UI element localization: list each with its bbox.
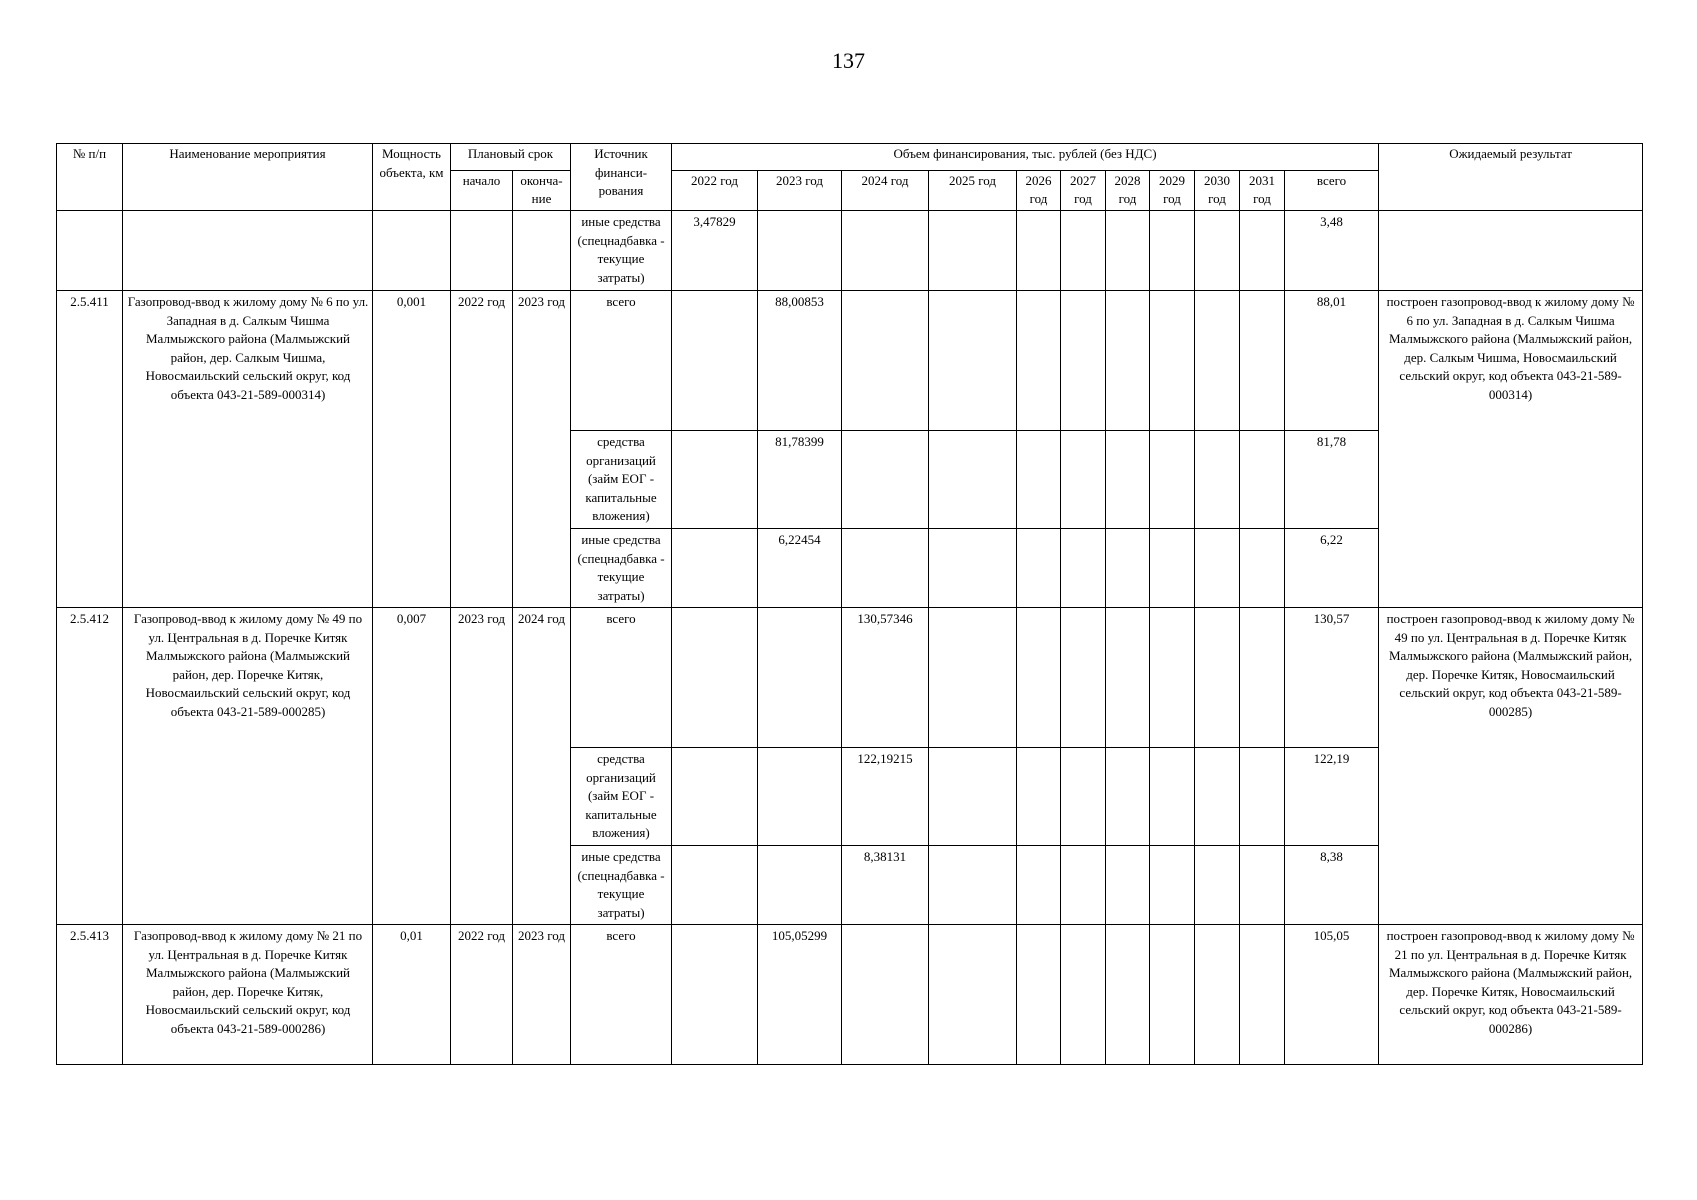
source-cell: иные средства (спецнадбавка - текущие затраты) [571, 211, 672, 291]
value-cell [1061, 748, 1106, 846]
value-cell [929, 608, 1017, 748]
value-cell [1061, 608, 1106, 748]
value-cell [1150, 846, 1195, 925]
value-cell [758, 608, 842, 748]
value-cell [1061, 291, 1106, 431]
value-cell: 105,05299 [758, 925, 842, 1065]
header-capacity: Мощность объекта, км [373, 144, 451, 211]
source-cell: иные средства (спецнадбавка - текущие затраты) [571, 529, 672, 608]
item-name: Газопровод-ввод к жилому дому № 49 по ул. Центральная в д. Поречке Китяк Малмыжского района (Малмыжский район, дер. Поречке Китяк, Новосмаильский сельский округ, код объекта 043-21-589-000285) [123, 608, 373, 925]
table-row [57, 608, 1643, 748]
header-year-2031: 2031 год [1240, 171, 1285, 211]
value-cell [1106, 608, 1150, 748]
value-cell [1106, 925, 1150, 1065]
header-year-2029: 2029 год [1150, 171, 1195, 211]
value-cell [1150, 925, 1195, 1065]
value-cell [842, 291, 929, 431]
value-cell: 130,57346 [842, 608, 929, 748]
value-cell [672, 431, 758, 529]
value-cell [929, 846, 1017, 925]
value-cell [1017, 608, 1061, 748]
table-row [57, 925, 1643, 1065]
value-cell [1195, 431, 1240, 529]
item-name: Газопровод-ввод к жилому дому № 21 по ул. Центральная в д. Поречке Китяк Малмыжского района (Малмыжский район, дер. Поречке Китяк, Новосмаильский сельский округ, код объекта 043-21-589-000286) [123, 925, 373, 1065]
value-cell [1195, 925, 1240, 1065]
header-start: начало [451, 171, 513, 211]
header-source: Источник финанси-рования [571, 144, 672, 211]
header-year-2027: 2027 год [1061, 171, 1106, 211]
value-cell: 81,78399 [758, 431, 842, 529]
source-cell: иные средства (спецнадбавка - текущие затраты) [571, 846, 672, 925]
table-row [57, 211, 1643, 291]
value-cell [1061, 846, 1106, 925]
value-cell [1150, 211, 1195, 291]
item-result: построен газопровод-ввод к жилому дому № 6 по ул. Западная в д. Салкым Чишма Малмыжского района (Малмыжский район, дер. Салкым Чишма, Новосмаильский сельский округ, код объекта 043-21-589-000314) [1379, 291, 1643, 608]
value-cell [1017, 211, 1061, 291]
value-cell [929, 291, 1017, 431]
header-total: всего [1285, 171, 1379, 211]
value-cell [1017, 846, 1061, 925]
item-start: 2022 год [451, 291, 513, 608]
value-cell [929, 748, 1017, 846]
total-cell: 6,22 [1285, 529, 1379, 608]
table-row [57, 291, 1643, 431]
value-cell [1106, 529, 1150, 608]
header-end: оконча-ние [513, 171, 571, 211]
item-name: Газопровод-ввод к жилому дому № 6 по ул. Западная в д. Салкым Чишма Малмыжского района (Малмыжский район, дер. Салкым Чишма, Новосмаильский сельский округ, код объекта 043-21-589-000314) [123, 291, 373, 608]
item-start: 2023 год [451, 608, 513, 925]
item-capacity: 0,007 [373, 608, 451, 925]
value-cell [1017, 529, 1061, 608]
value-cell [1106, 431, 1150, 529]
value-cell [929, 529, 1017, 608]
source-cell: средства организаций (займ ЕОГ - капитальные вложения) [571, 431, 672, 529]
value-cell [842, 431, 929, 529]
header-year-2028: 2028 год [1106, 171, 1150, 211]
item-result: построен газопровод-ввод к жилому дому № 49 по ул. Центральная в д. Поречке Китяк Малмыжского района (Малмыжский район, дер. Поречке Китяк, Новосмаильский сельский округ, код объекта 043-21-589-000285) [1379, 608, 1643, 925]
header-year-2024: 2024 год [842, 171, 929, 211]
page-number: 137 [832, 48, 865, 73]
value-cell [758, 211, 842, 291]
value-cell [1017, 291, 1061, 431]
total-cell: 105,05 [1285, 925, 1379, 1065]
value-cell [1017, 748, 1061, 846]
value-cell [672, 925, 758, 1065]
value-cell [929, 211, 1017, 291]
value-cell [672, 291, 758, 431]
value-cell [1240, 608, 1285, 748]
header-funding: Объем финансирования, тыс. рублей (без НДС) [672, 144, 1379, 171]
item-end: 2023 год [513, 291, 571, 608]
total-cell: 122,19 [1285, 748, 1379, 846]
value-cell [1017, 925, 1061, 1065]
value-cell [1017, 431, 1061, 529]
value-cell [1150, 291, 1195, 431]
source-cell: всего [571, 608, 672, 748]
value-cell [1195, 291, 1240, 431]
item-capacity: 0,001 [373, 291, 451, 608]
value-cell: 88,00853 [758, 291, 842, 431]
value-cell [672, 608, 758, 748]
item-result: построен газопровод-ввод к жилому дому № 21 по ул. Центральная в д. Поречке Китяк Малмыжского района (Малмыжский район, дер. Поречке Китяк, Новосмаильский сельский округ, код объекта 043-21-589-000286) [1379, 925, 1643, 1065]
header-name: Наименование мероприятия [123, 144, 373, 211]
source-cell: всего [571, 291, 672, 431]
value-cell [672, 529, 758, 608]
total-cell: 130,57 [1285, 608, 1379, 748]
source-cell: всего [571, 925, 672, 1065]
value-cell [1061, 431, 1106, 529]
value-cell [842, 529, 929, 608]
value-cell [672, 748, 758, 846]
value-cell [1195, 846, 1240, 925]
value-cell [1195, 748, 1240, 846]
value-cell [842, 925, 929, 1065]
value-cell [1106, 211, 1150, 291]
header-year-2023: 2023 год [758, 171, 842, 211]
value-cell [929, 925, 1017, 1065]
value-cell [1150, 608, 1195, 748]
value-cell [1195, 211, 1240, 291]
value-cell [1240, 925, 1285, 1065]
value-cell: 122,19215 [842, 748, 929, 846]
value-cell [1240, 291, 1285, 431]
value-cell [1150, 748, 1195, 846]
value-cell [842, 211, 929, 291]
value-cell [1106, 846, 1150, 925]
source-cell: средства организаций (займ ЕОГ - капитальные вложения) [571, 748, 672, 846]
header-year-2026: 2026 год [1017, 171, 1061, 211]
item-number: 2.5.411 [57, 291, 123, 608]
funding-table [56, 143, 1643, 1065]
total-cell: 88,01 [1285, 291, 1379, 431]
value-cell [1150, 529, 1195, 608]
value-cell [1240, 211, 1285, 291]
value-cell [1240, 529, 1285, 608]
value-cell [1106, 748, 1150, 846]
header-num: № п/п [57, 144, 123, 211]
item-end: 2023 год [513, 925, 571, 1065]
value-cell [672, 846, 758, 925]
value-cell [1240, 431, 1285, 529]
value-cell [929, 431, 1017, 529]
value-cell [1150, 431, 1195, 529]
item-capacity: 0,01 [373, 925, 451, 1065]
value-cell [1061, 925, 1106, 1065]
item-number: 2.5.413 [57, 925, 123, 1065]
value-cell: 3,47829 [672, 211, 758, 291]
value-cell [1195, 608, 1240, 748]
item-end: 2024 год [513, 608, 571, 925]
value-cell [1195, 529, 1240, 608]
header-year-2025: 2025 год [929, 171, 1017, 211]
header-planned-term: Плановый срок [451, 144, 571, 171]
value-cell [1061, 211, 1106, 291]
header-year-2022: 2022 год [672, 171, 758, 211]
value-cell: 6,22454 [758, 529, 842, 608]
total-cell: 81,78 [1285, 431, 1379, 529]
header-result: Ожидаемый результат [1379, 144, 1643, 211]
value-cell [1240, 846, 1285, 925]
value-cell [1061, 529, 1106, 608]
value-cell [1240, 748, 1285, 846]
value-cell [758, 748, 842, 846]
total-cell: 8,38 [1285, 846, 1379, 925]
header-year-2030: 2030 год [1195, 171, 1240, 211]
value-cell [758, 846, 842, 925]
total-cell: 3,48 [1285, 211, 1379, 291]
value-cell [1106, 291, 1150, 431]
item-start: 2022 год [451, 925, 513, 1065]
value-cell: 8,38131 [842, 846, 929, 925]
item-number: 2.5.412 [57, 608, 123, 925]
